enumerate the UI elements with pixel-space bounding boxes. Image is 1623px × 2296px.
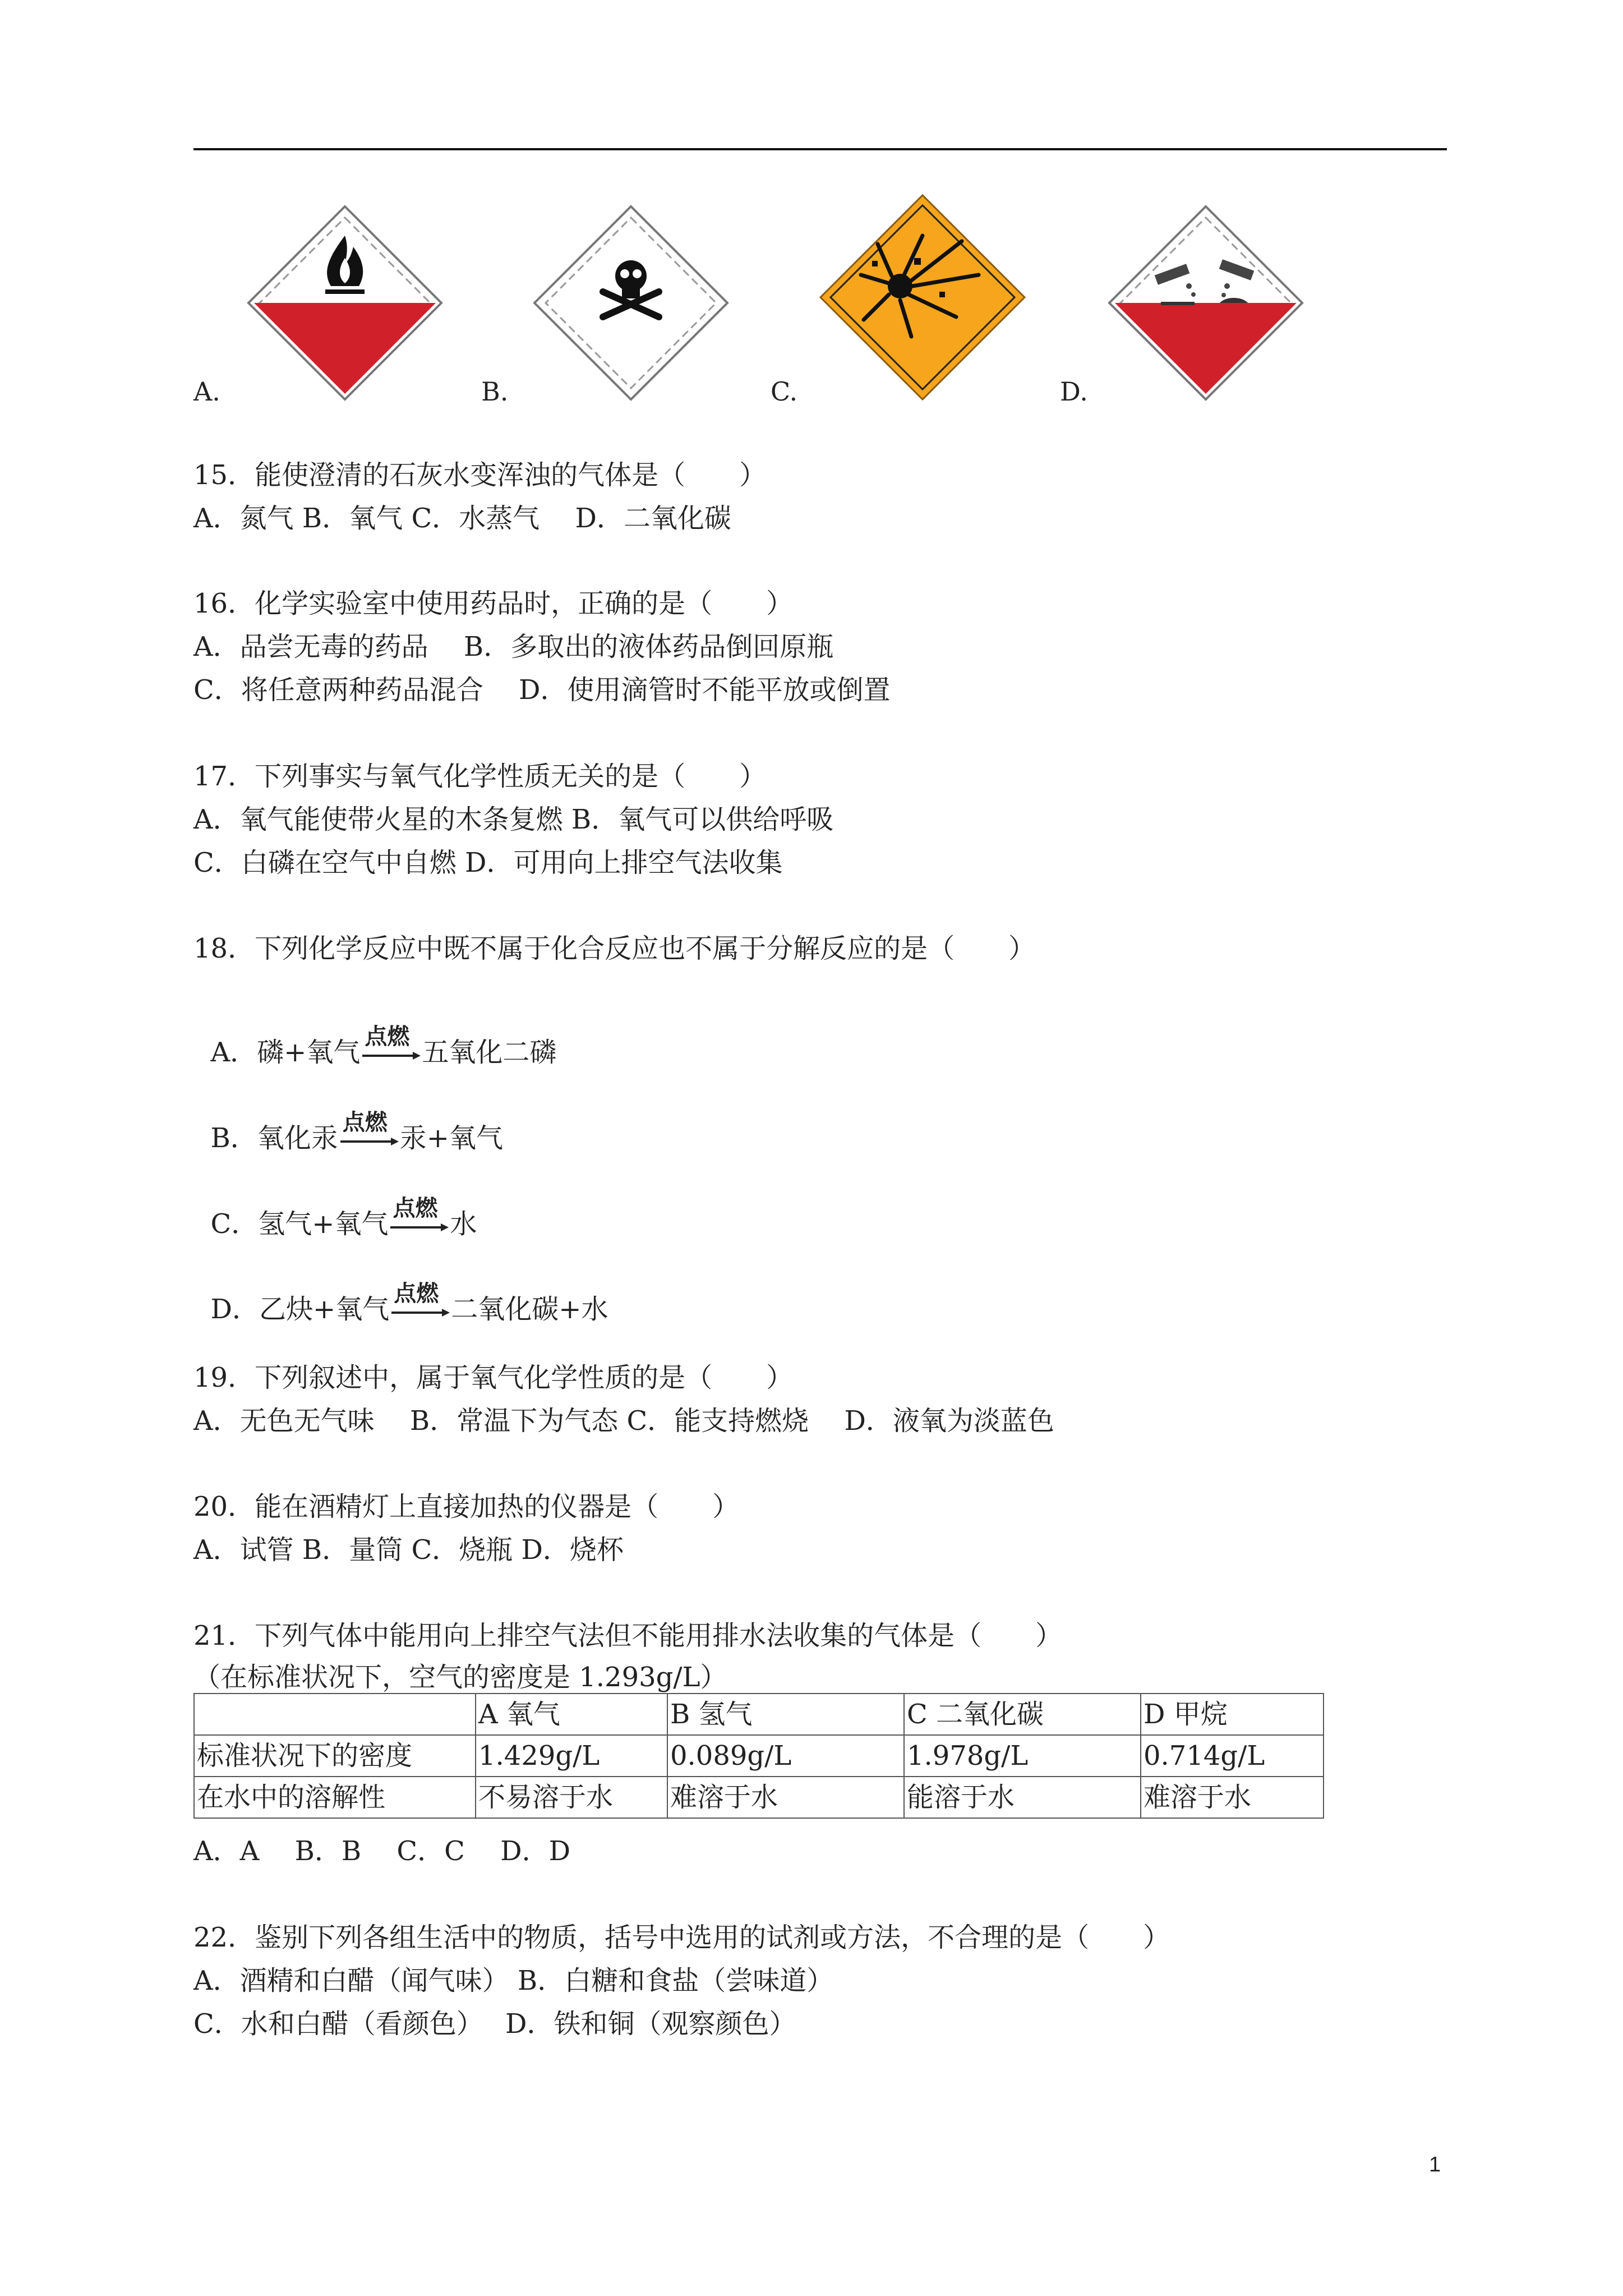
reaction-arrow [389,1281,451,1327]
reactants: C．氢气+氧气 [210,1208,389,1240]
table-header-row [194,1694,1324,1735]
q22-stem: 22．鉴别下列各组生活中的物质，括号中选用的试剂或方法，不合理的是（ ） [193,1922,1170,1953]
table-cell: 在水中的溶解性 [194,1777,476,1818]
flammable-solid-icon [238,202,451,404]
products: 汞+氧气 [399,1122,504,1154]
q17-options-1: A．氧气能使带火星的木条复燃 B．氧气可以供给呼吸 [193,804,834,835]
q22-options-1: A．酒精和白醋（闻气味） B．白糖和食盐（尝味道） [193,1965,834,1996]
products: 二氧化碳+水 [451,1294,608,1325]
q18-option-a [193,999,556,1070]
q16-options-1: A．品尝无毒的药品 B．多取出的液体药品倒回原瓶 [193,631,834,662]
q17-options-2: C．白磷在空气中自燃 D．可用向上排空气法收集 [193,847,783,878]
products: 水 [450,1208,477,1240]
reactants: D．乙炔+氧气 [210,1294,390,1325]
q16-stem: 16．化学实验室中使用药品时，正确的是（ ） [193,588,794,619]
reaction-arrow [338,1110,400,1156]
reactants: A．磷+氧气 [210,1037,361,1068]
condition-label: 点燃 [365,1024,410,1050]
table-cell: 难溶于水 [1141,1777,1324,1818]
table-cell: 1.978g/L [904,1735,1141,1777]
q17-stem: 17．下列事实与氧气化学性质无关的是（ ） [193,761,767,792]
table-cell: 0.089g/L [667,1735,904,1777]
table-cell: 能溶于水 [904,1777,1141,1818]
table-cell [194,1694,476,1735]
q18-option-d [193,1255,608,1327]
table-cell: B 氢气 [667,1694,904,1735]
sign-option-b: B. [481,376,509,407]
condition-label: 点燃 [393,1195,438,1221]
corrosive-icon [1099,202,1312,404]
sign-option-a: A. [193,376,220,407]
q21-note: （在标准状况下，空气的密度是 1.293g/L） [193,1662,727,1693]
sign-option-d: D. [1060,376,1088,407]
q16-options-2: C．将任意两种药品混合 D．使用滴管时不能平放或倒置 [193,674,891,706]
q19-stem: 19．下列叙述中，属于氧气化学性质的是（ ） [193,1362,794,1393]
table-cell: 0.714g/L [1141,1735,1324,1777]
toxic-skull-icon [524,202,737,404]
sign-option-c: C. [771,376,798,407]
table-cell: 难溶于水 [667,1777,904,1818]
page-number: 1 [1429,2153,1441,2177]
q20-options: A．试管 B．量筒 C．烧瓶 D．烧杯 [193,1534,624,1566]
table-row [194,1735,1324,1777]
q20-stem: 20．能在酒精灯上直接加热的仪器是（ ） [193,1491,740,1522]
condition-label: 点燃 [394,1281,439,1306]
explosive-icon [816,191,1029,404]
products: 五氧化二磷 [422,1037,557,1068]
gas-density-table [193,1693,1324,1819]
table-cell: 标准状况下的密度 [194,1735,476,1777]
q21-stem: 21．下列气体中能用向上排空气法但不能用排水法收集的气体是（ ） [193,1620,1063,1651]
q21-options: A．A B．B C．C D．D [193,1835,571,1867]
q15-options: A．氮气 B．氧气 C．水蒸气 D．二氧化碳 [193,503,731,534]
condition-label: 点燃 [342,1110,388,1135]
table-cell: A 氧气 [476,1694,667,1735]
table-row [194,1777,1324,1818]
table-cell: 1.429g/L [476,1735,667,1777]
q18-option-c [193,1170,477,1242]
reaction-arrow [388,1195,450,1242]
reaction-arrow [360,1024,422,1070]
q19-options: A．无色无气味 B．常温下为气态 C．能支持燃烧 D．液氧为淡蓝色 [193,1405,1054,1437]
table-cell: C 二氧化碳 [904,1694,1141,1735]
header-rule [193,148,1447,150]
q18-option-b [193,1084,503,1156]
reactants: B．氧化汞 [210,1122,338,1154]
q22-options-2: C．水和白醋（看颜色） D．铁和铜（观察颜色） [193,2008,796,2040]
table-cell: D 甲烷 [1141,1694,1324,1735]
q18-stem: 18．下列化学反应中既不属于化合反应也不属于分解反应的是（ ） [193,933,1036,964]
q15-stem: 15．能使澄清的石灰水变浑浊的气体是（ ） [193,459,767,491]
table-cell: 不易溶于水 [476,1777,667,1818]
